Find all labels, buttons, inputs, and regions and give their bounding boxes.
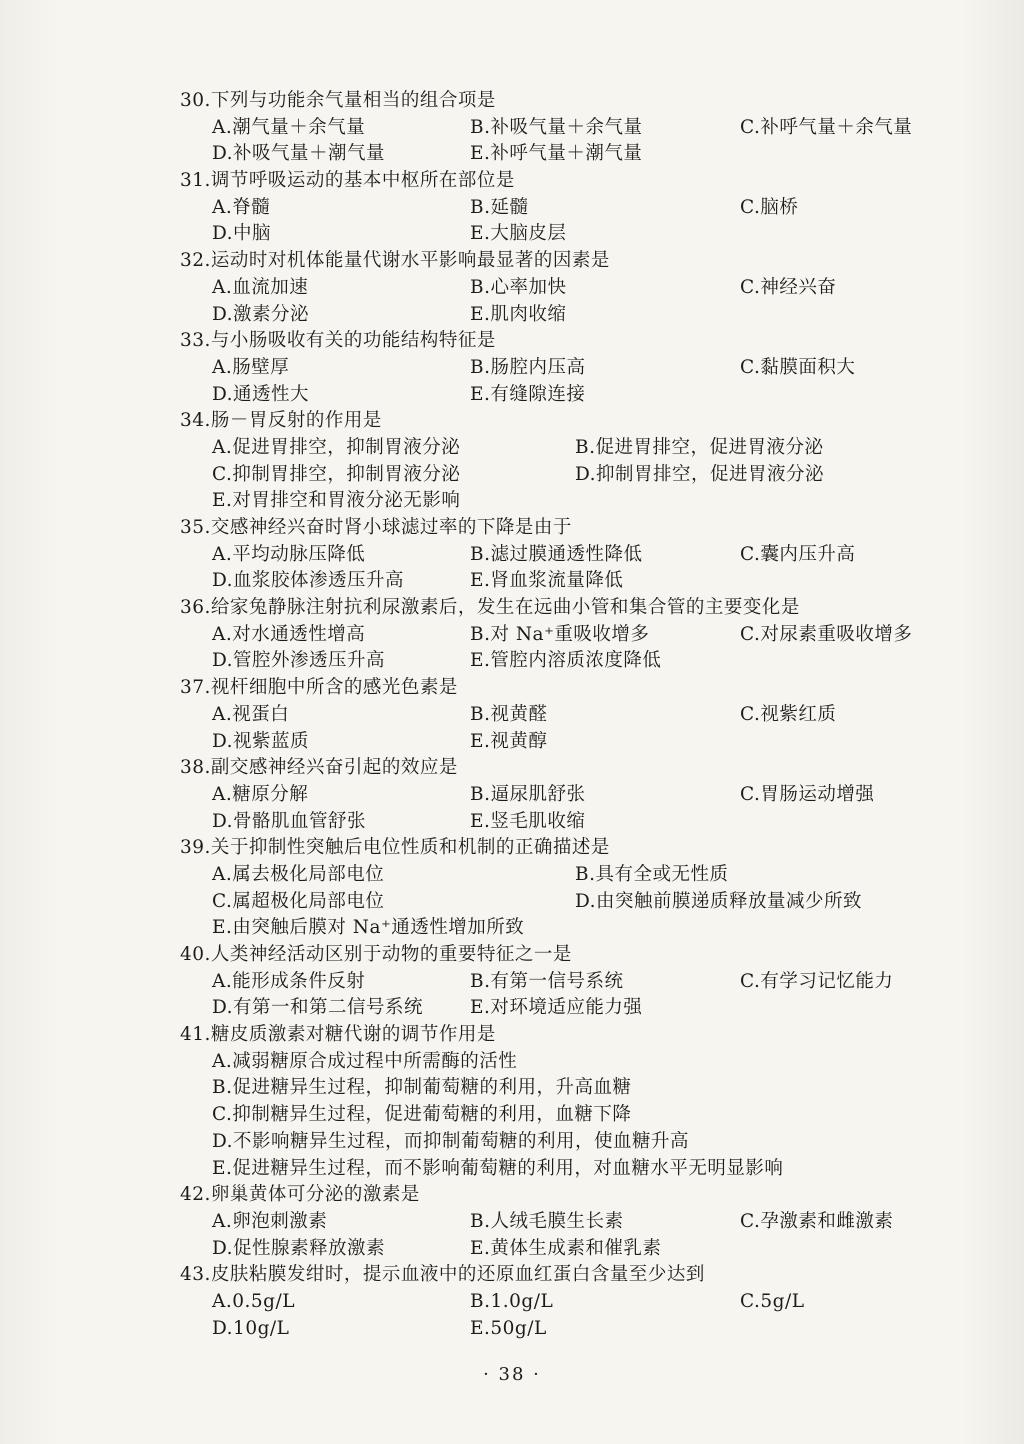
option-a: A.视蛋白	[212, 703, 290, 725]
option-row	[180, 648, 960, 675]
option-b: B.对 Na⁺重吸收增多	[470, 623, 650, 645]
option-e: E.竖毛肌收缩	[470, 810, 586, 832]
question-stem: 32.运动时对机体能量代谢水平影响最显著的因素是	[180, 250, 610, 272]
option-c: C.脑桥	[740, 196, 799, 218]
option-d: D.有第一和第二信号系统	[212, 997, 424, 1019]
option-c: C.属超极化局部电位	[212, 890, 385, 912]
option-row	[180, 862, 960, 889]
option-c: C.对尿素重吸收增多	[740, 623, 913, 645]
option-b: B.滤过膜通透性降低	[470, 543, 643, 565]
option-row	[180, 995, 960, 1022]
option-c: C.抑制胃排空，抑制胃液分泌	[212, 463, 461, 485]
option-d: D.血浆胶体渗透压升高	[212, 570, 405, 592]
question-stem: 39.关于抑制性突触后电位性质和机制的正确描述是	[180, 837, 610, 859]
option-e: E.视黄醇	[470, 730, 548, 752]
option-e: E.促进糖异生过程，而不影响葡萄糖的利用，对血糖水平无明显影响	[212, 1157, 784, 1179]
option-b: B.肠腔内压高	[470, 356, 586, 378]
option-e: E.对环境适应能力强	[470, 997, 643, 1019]
option-row	[180, 488, 960, 515]
option-b: B.1.0g/L	[470, 1290, 554, 1312]
question-stem: 33.与小肠吸收有关的功能结构特征是	[180, 330, 496, 352]
question-stem: 43.皮肤粘膜发绀时，提示血液中的还原血红蛋白含量至少达到	[180, 1264, 705, 1286]
option-row	[180, 889, 960, 916]
option-b: B.人绒毛膜生长素	[470, 1210, 624, 1232]
option-row	[180, 1049, 960, 1076]
option-row	[180, 729, 960, 756]
option-row	[180, 568, 960, 595]
option-row	[180, 702, 960, 729]
option-e: E.大脑皮层	[470, 223, 567, 245]
option-b: B.视黄醛	[470, 703, 548, 725]
option-row	[180, 542, 960, 569]
option-b: B.促进糖异生过程，抑制葡萄糖的利用，升高血糖	[212, 1077, 632, 1099]
option-e: E.管腔内溶质浓度降低	[470, 650, 662, 672]
option-d: D.中脑	[212, 223, 272, 245]
option-e: E.黄体生成素和催乳素	[470, 1237, 662, 1259]
option-d: D.抑制胃排空，促进胃液分泌	[575, 463, 825, 485]
option-row	[180, 1316, 960, 1343]
option-d: D.10g/L	[212, 1317, 290, 1339]
option-b: B.促进胃排空，促进胃液分泌	[575, 436, 824, 458]
option-b: B.心率加快	[470, 276, 567, 298]
option-c: C.黏膜面积大	[740, 356, 856, 378]
question-stem: 31.调节呼吸运动的基本中枢所在部位是	[180, 170, 515, 192]
option-row	[180, 115, 960, 142]
option-b: B.补吸气量＋余气量	[470, 116, 643, 138]
option-row	[180, 221, 960, 248]
option-row	[180, 302, 960, 329]
option-row	[180, 382, 960, 409]
option-a: A.能形成条件反射	[212, 970, 366, 992]
option-row	[180, 195, 960, 222]
option-a: A.血流加速	[212, 276, 309, 298]
option-b: B.逼尿肌舒张	[470, 783, 586, 805]
option-row	[180, 1289, 960, 1316]
option-d: D.骨骼肌血管舒张	[212, 810, 367, 832]
option-c: C.补呼气量＋余气量	[740, 116, 913, 138]
option-c: C.神经兴奋	[740, 276, 837, 298]
option-row	[180, 915, 960, 942]
question-stem: 35.交感神经兴奋时肾小球滤过率的下降是由于	[180, 517, 572, 538]
question-stem: 37.视杆细胞中所含的感光色素是	[180, 677, 458, 699]
option-c: C.囊内压升高	[740, 543, 856, 565]
option-d: D.促性腺素释放激素	[212, 1237, 386, 1259]
option-row	[180, 1129, 960, 1156]
option-c: C.5g/L	[740, 1290, 805, 1312]
option-d: D.视紫蓝质	[212, 730, 310, 752]
option-a: A.卵泡刺激素	[212, 1210, 328, 1232]
option-e: E.对胃排空和胃液分泌无影响	[212, 490, 461, 512]
option-row	[180, 1156, 960, 1183]
option-e: E.补呼气量＋潮气量	[470, 143, 643, 165]
question-stem: 38.副交感神经兴奋引起的效应是	[180, 757, 458, 779]
question-list	[180, 88, 960, 1342]
option-b: B.有第一信号系统	[470, 970, 624, 992]
option-a: A.减弱糖原合成过程中所需酶的活性	[212, 1050, 518, 1072]
option-row	[180, 809, 960, 836]
option-row	[180, 141, 960, 168]
option-a: A.对水通透性增高	[212, 623, 366, 645]
option-row	[180, 462, 960, 489]
question-stem: 30.下列与功能余气量相当的组合项是	[180, 90, 496, 111]
page-number: · 38 ·	[483, 1364, 541, 1385]
option-a: A.促进胃排空，抑制胃液分泌	[212, 436, 461, 458]
option-row	[180, 1102, 960, 1129]
option-row	[180, 435, 960, 462]
question-stem: 42.卵巢黄体可分泌的激素是	[180, 1184, 420, 1206]
question-stem: 41.糖皮质激素对糖代谢的调节作用是	[180, 1024, 496, 1046]
option-a: A.属去极化局部电位	[212, 863, 385, 885]
option-row	[180, 1075, 960, 1102]
option-row	[180, 1236, 960, 1263]
option-c: C.胃肠运动增强	[740, 783, 875, 805]
option-c: C.抑制糖异生过程，促进葡萄糖的利用，血糖下降	[212, 1104, 632, 1126]
question-stem: 36.给家兔静脉注射抗利尿激素后，发生在远曲小管和集合管的主要变化是	[180, 597, 800, 619]
option-d: D.不影响糖异生过程，而抑制葡萄糖的利用，使血糖升高	[212, 1130, 690, 1152]
option-a: A.肠壁厚	[212, 356, 290, 378]
option-c: C.孕激素和雌激素	[740, 1210, 894, 1232]
option-c: C.有学习记忆能力	[740, 970, 894, 992]
option-row	[180, 275, 960, 302]
option-e: E.肌肉收缩	[470, 303, 567, 325]
option-d: D.激素分泌	[212, 303, 310, 325]
option-row	[180, 782, 960, 809]
option-a: A.平均动脉压降低	[212, 543, 366, 565]
option-a: A.0.5g/L	[212, 1290, 296, 1312]
option-row	[180, 1209, 960, 1236]
option-e: E.由突触后膜对 Na⁺通透性增加所致	[212, 917, 525, 939]
option-d: D.通透性大	[212, 383, 310, 405]
option-c: C.视紫红质	[740, 703, 837, 725]
option-a: A.潮气量＋余气量	[212, 116, 366, 138]
option-row	[180, 969, 960, 996]
option-row	[180, 622, 960, 649]
option-e: E.50g/L	[470, 1317, 547, 1339]
option-d: D.补吸气量＋潮气量	[212, 143, 386, 165]
question-stem: 40.人类神经活动区别于动物的重要特征之一是	[180, 944, 572, 965]
option-b: B.具有全或无性质	[575, 863, 729, 885]
option-a: A.糖原分解	[212, 783, 309, 805]
option-e: E.有缝隙连接	[470, 383, 586, 405]
option-e: E.肾血浆流量降低	[470, 570, 624, 592]
option-a: A.脊髓	[212, 196, 271, 218]
option-b: B.延髓	[470, 196, 529, 218]
option-d: D.由突触前膜递质释放量减少所致	[575, 890, 863, 912]
option-row	[180, 355, 960, 382]
question-stem: 34.肠－胃反射的作用是	[180, 410, 382, 432]
option-d: D.管腔外渗透压升高	[212, 650, 386, 672]
